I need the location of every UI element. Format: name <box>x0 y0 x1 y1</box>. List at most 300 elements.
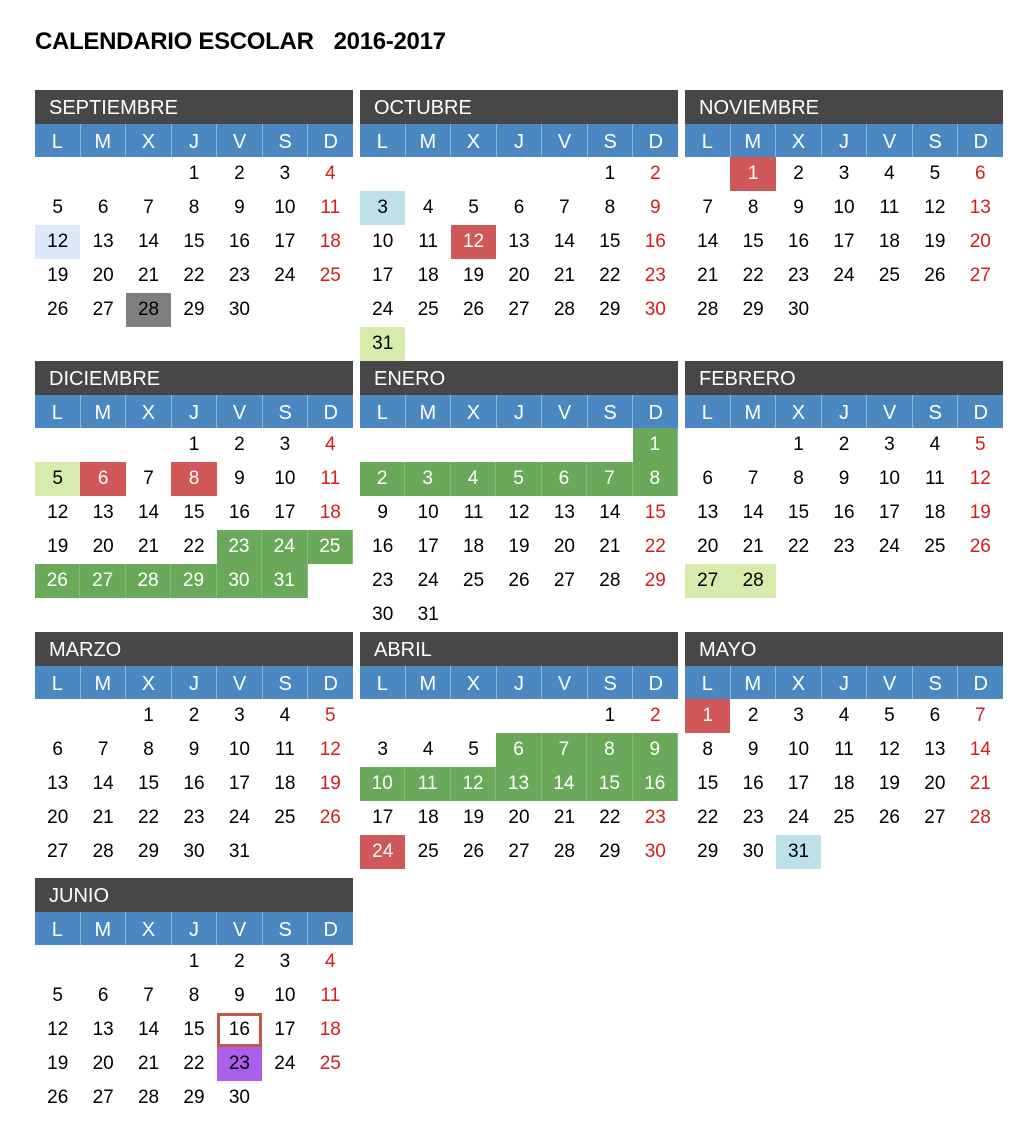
weekday-label: L <box>51 919 63 941</box>
empty-cell <box>360 157 405 191</box>
day-cell: 7 <box>747 468 759 489</box>
weekday-row <box>35 912 353 945</box>
day-cell: 25 <box>308 530 353 564</box>
day-cell: 16 <box>217 1013 262 1047</box>
day-cell: 20 <box>697 536 719 557</box>
day-cell: 28 <box>126 564 171 598</box>
day-cell: 11 <box>463 502 484 523</box>
empty-cell <box>685 428 730 462</box>
month-name: ABRIL <box>360 632 678 666</box>
weekday-label: V <box>216 666 262 699</box>
day-cell: 27 <box>92 1087 114 1108</box>
day-cell: 21 <box>599 536 621 557</box>
weekday-label: J <box>821 666 867 699</box>
month-marzo <box>35 632 353 869</box>
weekday-label: D <box>957 395 1003 428</box>
day-cell: 5 <box>929 163 941 184</box>
weekday-row <box>360 666 678 699</box>
weekday-row <box>35 395 353 428</box>
weekday-label: M <box>730 395 776 428</box>
day-cell: 5 <box>52 985 63 1006</box>
day-cell: 27 <box>969 265 991 286</box>
empty-cell <box>685 157 730 191</box>
month-name: DICIEMBRE <box>35 361 353 395</box>
day-cell: 20 <box>47 807 69 828</box>
day-cell: 13 <box>969 197 991 218</box>
day-cell: 16 <box>742 773 764 794</box>
day-cell: 14 <box>599 502 621 523</box>
day-cell: 19 <box>878 773 900 794</box>
day-cell: 29 <box>183 1087 205 1108</box>
day-cell: 28 <box>92 841 114 862</box>
day-cell: 13 <box>553 502 575 523</box>
day-cell: 1 <box>604 705 616 726</box>
day-cell: 7 <box>702 197 713 218</box>
empty-cell <box>80 428 125 462</box>
day-cell: 23 <box>228 265 250 286</box>
day-cell: 23 <box>217 530 262 564</box>
empty-cell <box>451 699 496 733</box>
day-cell: 26 <box>47 1087 69 1108</box>
weekday-label: X <box>775 666 821 699</box>
day-cell: 8 <box>143 739 154 760</box>
weekday-label: X <box>125 395 171 428</box>
weekday-label: X <box>450 124 496 157</box>
weekday-label: J <box>171 666 217 699</box>
day-cell: 5 <box>468 739 479 760</box>
weekday-label: S <box>912 666 958 699</box>
day-cell: 1 <box>188 434 200 455</box>
day-cell: 4 <box>929 434 941 455</box>
month-name: OCTUBRE <box>360 90 678 124</box>
day-cell: 24 <box>274 265 296 286</box>
weekday-label: J <box>171 395 217 428</box>
day-cell: 26 <box>924 265 946 286</box>
day-cell: 29 <box>171 564 216 598</box>
weekday-row <box>360 395 678 428</box>
day-cell: 6 <box>542 462 587 496</box>
day-grid <box>35 428 353 598</box>
month-name: SEPTIEMBRE <box>35 90 353 124</box>
weekday-label: J <box>496 395 542 428</box>
day-cell: 30 <box>183 841 205 862</box>
weekday-row <box>685 666 1003 699</box>
day-cell: 25 <box>319 265 341 286</box>
day-cell: 17 <box>372 265 394 286</box>
day-cell: 24 <box>360 835 405 869</box>
weekday-label: S <box>262 395 308 428</box>
day-cell: 12 <box>924 197 946 218</box>
day-cell: 19 <box>47 1053 69 1074</box>
day-cell: 9 <box>633 733 678 767</box>
empty-cell <box>730 428 775 462</box>
empty-cell <box>35 945 80 979</box>
weekday-label: J <box>821 124 867 157</box>
weekday-label: V <box>216 395 262 428</box>
weekday-label: S <box>912 124 958 157</box>
weekday-label: M <box>730 666 776 699</box>
day-cell: 18 <box>924 502 946 523</box>
day-cell: 8 <box>747 197 759 218</box>
day-cell: 7 <box>542 733 587 767</box>
day-cell: 24 <box>787 807 810 828</box>
day-cell: 16 <box>372 536 394 557</box>
empty-cell <box>126 428 171 462</box>
weekday-label: V <box>541 666 587 699</box>
weekday-label: V <box>866 395 912 428</box>
day-cell: 23 <box>742 807 764 828</box>
day-cell: 23 <box>372 570 394 591</box>
weekday-label: L <box>376 673 388 695</box>
empty-cell <box>35 699 80 733</box>
day-cell: 29 <box>697 841 719 862</box>
day-cell: 30 <box>742 841 764 862</box>
day-cell: 1 <box>793 434 804 455</box>
day-cell: 2 <box>838 434 850 455</box>
day-cell: 23 <box>183 807 205 828</box>
day-cell: 7 <box>143 985 154 1006</box>
day-cell: 26 <box>508 570 530 591</box>
weekday-label: M <box>405 395 451 428</box>
empty-cell <box>542 157 587 191</box>
day-cell: 11 <box>320 985 341 1006</box>
day-cell: 10 <box>372 231 394 252</box>
day-cell: 22 <box>787 536 810 557</box>
day-cell: 8 <box>587 733 632 767</box>
weekday-label: V <box>216 912 262 945</box>
day-cell: 15 <box>587 767 632 801</box>
day-cell: 27 <box>924 807 946 828</box>
day-cell: 18 <box>417 807 439 828</box>
day-cell: 9 <box>188 739 200 760</box>
day-cell: 14 <box>697 231 719 252</box>
weekday-label: S <box>262 666 308 699</box>
day-cell: 1 <box>143 705 154 726</box>
day-cell: 28 <box>730 564 775 598</box>
day-cell: 14 <box>553 231 575 252</box>
empty-cell <box>126 157 171 191</box>
day-cell: 5 <box>52 197 63 218</box>
empty-cell <box>360 699 405 733</box>
weekday-label: J <box>821 395 867 428</box>
day-cell: 12 <box>451 767 496 801</box>
day-cell: 20 <box>969 231 991 252</box>
day-cell: 19 <box>319 773 341 794</box>
empty-cell <box>360 428 405 462</box>
day-cell: 4 <box>279 705 291 726</box>
weekday-label: L <box>701 131 713 153</box>
day-cell: 24 <box>274 1053 296 1074</box>
day-cell: 22 <box>137 807 160 828</box>
day-cell: 27 <box>508 299 530 320</box>
day-cell: 21 <box>553 807 575 828</box>
weekday-label: L <box>376 131 388 153</box>
day-cell: 22 <box>183 1053 205 1074</box>
empty-cell <box>80 945 125 979</box>
day-cell: 19 <box>462 265 485 286</box>
weekday-label: M <box>405 124 451 157</box>
empty-cell <box>496 699 541 733</box>
day-cell: 19 <box>47 536 69 557</box>
day-cell: 17 <box>878 502 900 523</box>
day-cell: 19 <box>47 265 69 286</box>
day-cell: 28 <box>553 299 575 320</box>
weekday-label: V <box>541 395 587 428</box>
day-cell: 6 <box>52 739 63 760</box>
day-cell: 23 <box>644 807 666 828</box>
empty-cell <box>126 945 171 979</box>
day-cell: 7 <box>974 705 986 726</box>
day-cell: 24 <box>372 299 394 320</box>
day-cell: 10 <box>274 468 296 489</box>
day-cell: 5 <box>884 705 895 726</box>
day-cell: 9 <box>793 197 804 218</box>
day-cell: 1 <box>188 163 200 184</box>
day-cell: 14 <box>137 502 160 523</box>
day-cell: 30 <box>644 299 666 320</box>
day-cell: 14 <box>542 767 587 801</box>
day-cell: 26 <box>462 841 485 862</box>
weekday-row <box>360 124 678 157</box>
day-cell: 4 <box>451 462 496 496</box>
day-cell: 19 <box>462 807 485 828</box>
day-cell: 30 <box>228 299 250 320</box>
day-cell: 6 <box>929 705 941 726</box>
day-cell: 5 <box>496 462 541 496</box>
day-cell: 2 <box>649 705 661 726</box>
day-cell: 6 <box>80 462 125 496</box>
day-cell: 20 <box>508 265 530 286</box>
day-grid <box>35 699 353 869</box>
day-cell: 30 <box>787 299 810 320</box>
day-cell: 17 <box>372 807 394 828</box>
day-cell: 3 <box>405 462 450 496</box>
day-cell: 31 <box>262 564 307 598</box>
empty-cell <box>405 157 450 191</box>
day-cell: 29 <box>599 841 621 862</box>
empty-cell <box>496 428 541 462</box>
day-cell: 29 <box>137 841 160 862</box>
day-cell: 2 <box>234 434 245 455</box>
day-cell: 15 <box>183 1019 205 1040</box>
day-cell: 20 <box>553 536 575 557</box>
day-cell: 25 <box>924 536 946 557</box>
day-cell: 18 <box>319 1019 341 1040</box>
day-cell: 4 <box>884 163 895 184</box>
day-cell: 10 <box>228 739 250 760</box>
month-enero <box>360 361 678 632</box>
weekday-label: S <box>587 666 633 699</box>
day-cell: 3 <box>838 163 850 184</box>
day-cell: 31 <box>228 841 250 862</box>
month-name: ENERO <box>360 361 678 395</box>
day-cell: 28 <box>137 1087 160 1108</box>
day-cell: 29 <box>599 299 621 320</box>
weekday-row <box>35 124 353 157</box>
day-cell: 2 <box>234 951 245 972</box>
day-cell: 23 <box>217 1047 262 1081</box>
day-cell: 13 <box>92 502 114 523</box>
weekday-label: X <box>450 666 496 699</box>
day-cell: 11 <box>320 197 341 218</box>
day-cell: 7 <box>143 197 154 218</box>
day-cell: 9 <box>377 502 388 523</box>
day-cell: 16 <box>644 231 666 252</box>
day-cell: 13 <box>496 767 541 801</box>
day-cell: 3 <box>279 434 291 455</box>
school-year: 2016-2017 <box>333 28 446 55</box>
weekday-label: X <box>125 124 171 157</box>
day-cell: 4 <box>324 434 336 455</box>
day-cell: 12 <box>451 225 496 259</box>
day-cell: 27 <box>553 570 575 591</box>
day-grid <box>360 428 678 632</box>
day-grid <box>360 699 678 869</box>
month-name: MARZO <box>35 632 353 666</box>
weekday-label: X <box>125 912 171 945</box>
day-cell: 31 <box>360 327 405 361</box>
day-cell: 26 <box>969 536 991 557</box>
day-cell: 28 <box>697 299 719 320</box>
weekday-label: V <box>216 124 262 157</box>
day-cell: 8 <box>793 468 804 489</box>
day-cell: 12 <box>35 225 80 259</box>
weekday-label: S <box>587 395 633 428</box>
day-cell: 16 <box>228 502 250 523</box>
day-cell: 14 <box>137 1019 160 1040</box>
day-cell: 22 <box>183 536 205 557</box>
day-cell: 17 <box>274 502 296 523</box>
day-cell: 10 <box>878 468 900 489</box>
day-grid <box>35 157 353 327</box>
day-cell: 30 <box>644 841 666 862</box>
weekday-label: D <box>307 666 353 699</box>
day-cell: 8 <box>188 985 200 1006</box>
day-cell: 9 <box>234 197 245 218</box>
day-cell: 26 <box>462 299 485 320</box>
day-cell: 29 <box>742 299 764 320</box>
day-cell: 11 <box>418 231 438 252</box>
day-cell: 7 <box>97 739 109 760</box>
weekday-label: S <box>262 912 308 945</box>
day-cell: 21 <box>137 265 160 286</box>
day-cell: 25 <box>274 807 296 828</box>
day-cell: 6 <box>97 197 109 218</box>
day-grid <box>685 157 1003 327</box>
day-cell: 20 <box>924 773 946 794</box>
day-cell: 15 <box>183 231 205 252</box>
weekday-label: D <box>307 395 353 428</box>
day-cell: 5 <box>468 197 479 218</box>
day-cell: 13 <box>508 231 530 252</box>
month-febrero <box>685 361 1003 598</box>
day-cell: 19 <box>969 502 991 523</box>
weekday-label: L <box>51 402 63 424</box>
day-cell: 31 <box>776 835 821 869</box>
day-cell: 13 <box>697 502 719 523</box>
weekday-label: D <box>957 666 1003 699</box>
day-cell: 18 <box>319 502 341 523</box>
empty-cell <box>542 428 587 462</box>
day-cell: 20 <box>508 807 530 828</box>
day-cell: 15 <box>183 502 205 523</box>
day-cell: 28 <box>969 807 991 828</box>
day-cell: 15 <box>644 502 666 523</box>
day-cell: 18 <box>319 231 341 252</box>
page-title <box>35 28 446 56</box>
day-cell: 7 <box>559 197 570 218</box>
weekday-label: D <box>632 124 678 157</box>
weekday-label: L <box>701 673 713 695</box>
weekday-label: J <box>496 124 542 157</box>
day-cell: 14 <box>92 773 114 794</box>
day-cell: 21 <box>137 536 160 557</box>
day-cell: 22 <box>644 536 666 557</box>
day-cell: 14 <box>742 502 764 523</box>
day-cell: 12 <box>319 739 341 760</box>
day-cell: 16 <box>183 773 205 794</box>
day-cell: 5 <box>324 705 336 726</box>
weekday-label: J <box>496 666 542 699</box>
day-grid <box>685 699 1003 869</box>
weekday-label: X <box>450 395 496 428</box>
day-cell: 11 <box>924 468 945 489</box>
day-cell: 3 <box>234 705 245 726</box>
day-cell: 28 <box>553 841 575 862</box>
empty-cell <box>80 699 125 733</box>
day-cell: 12 <box>508 502 530 523</box>
day-cell: 18 <box>417 265 439 286</box>
day-cell: 4 <box>324 163 336 184</box>
weekday-label: L <box>701 402 713 424</box>
day-cell: 3 <box>360 191 405 225</box>
weekday-row <box>685 124 1003 157</box>
day-cell: 24 <box>228 807 250 828</box>
day-cell: 8 <box>171 462 216 496</box>
day-cell: 10 <box>274 985 296 1006</box>
day-cell: 31 <box>417 604 439 625</box>
day-cell: 9 <box>838 468 850 489</box>
weekday-label: J <box>171 124 217 157</box>
day-cell: 18 <box>833 773 855 794</box>
day-cell: 8 <box>702 739 713 760</box>
month-diciembre <box>35 361 353 598</box>
day-cell: 5 <box>35 462 80 496</box>
month-junio <box>35 878 353 1115</box>
day-cell: 3 <box>793 705 804 726</box>
weekday-label: V <box>541 124 587 157</box>
day-cell: 6 <box>702 468 713 489</box>
day-cell: 27 <box>92 299 114 320</box>
day-cell: 22 <box>697 807 719 828</box>
day-cell: 5 <box>974 434 986 455</box>
weekday-label: X <box>775 124 821 157</box>
day-cell: 12 <box>47 1019 69 1040</box>
day-cell: 21 <box>92 807 114 828</box>
day-cell: 27 <box>508 841 530 862</box>
day-cell: 6 <box>513 197 525 218</box>
day-cell: 1 <box>188 951 200 972</box>
day-cell: 26 <box>35 564 80 598</box>
day-cell: 22 <box>742 265 764 286</box>
day-cell: 26 <box>47 299 69 320</box>
day-cell: 30 <box>372 604 394 625</box>
day-cell: 10 <box>274 197 296 218</box>
weekday-label: V <box>866 666 912 699</box>
day-cell: 27 <box>80 564 125 598</box>
weekday-row <box>685 395 1003 428</box>
weekday-label: J <box>171 912 217 945</box>
